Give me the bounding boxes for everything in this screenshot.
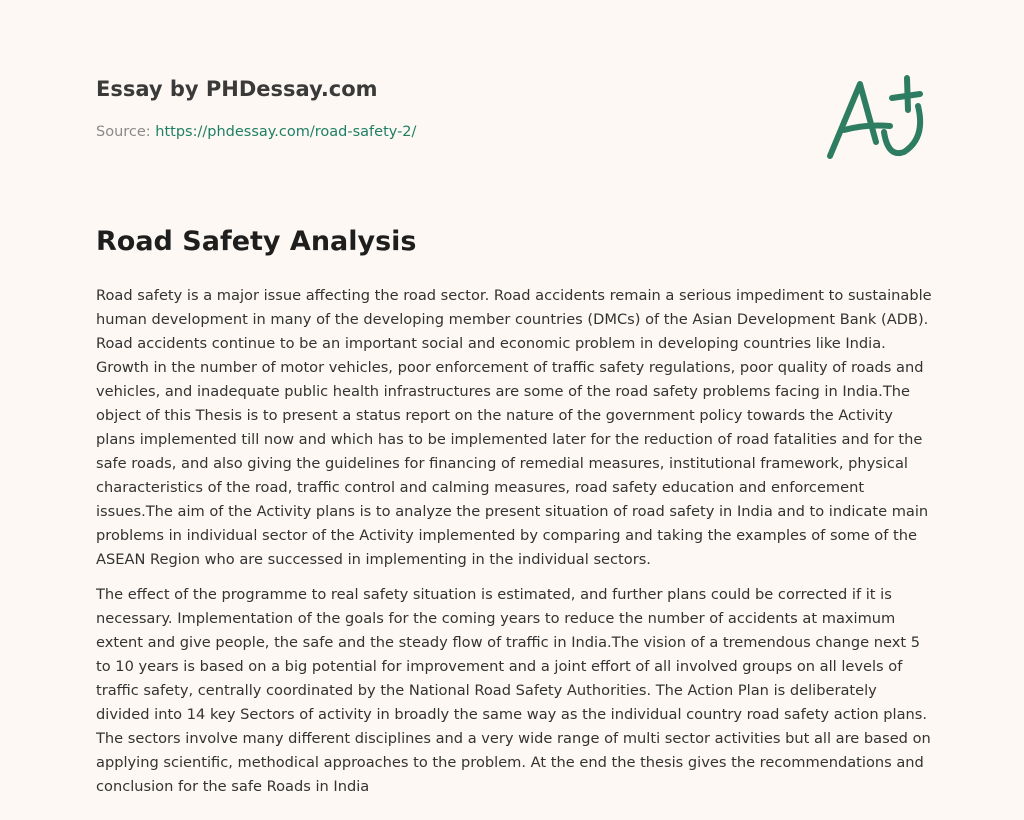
essay-title: Road Safety Analysis — [96, 226, 417, 257]
source-link[interactable]: https://phdessay.com/road-safety-2/ — [155, 124, 417, 140]
essay-paragraph: The effect of the programme to real safety situation is estimated, and further plans could be corrected if it is necessary. Implementation of the goals for the coming years to reduce the number of accidents at maximum extent and give people, the safe and the steady flow of traffic in India.The vision of a tremendous change next 5 to 10 years is based on a big potential for improvement and a joint effort of all involved groups on all levels of traffic safety, centrally coordinated by the National Road Safety Authorities. The Action Plan is deliberately divided into 14 key Sectors of activity in broadly the same way as the individual country road safety action plans. The sectors involve many different disciplines and a very wide range of multi sector activities but all are based on applying scientific, methodical approaches to the problem. At the end the thesis gives the recommendations and conclusion for the safe Roads in India — [96, 586, 931, 795]
source-label: Source: — [96, 124, 151, 140]
a-plus-logo-icon — [818, 66, 934, 166]
essay-body — [96, 284, 932, 810]
source-line — [96, 124, 416, 140]
site-title: Essay by PHDessay.com — [96, 77, 378, 101]
essay-paragraph: Road safety is a major issue affecting the road sector. Road accidents remain a serious impediment to sustainable human development in many of the developing member countries (DMCs) of the Asian Development Bank (ADB). Road accidents continue to be an important social and economic problem in developing countries like India. Growth in the number of motor vehicles, poor enforcement of traffic safety regulations, poor quality of roads and vehicles, and inadequate public health infrastructures are some of the road safety problems facing in India.The object of this Thesis is to present a status report on the nature of the government policy towards the Activity plans implemented till now and which has to be implemented later for the reduction of road fatalities and for the safe roads, and also giving the guidelines for financing of remedial measures, institutional framework, physical characteristics of the road, traffic control and calming measures, road safety education and enforcement issues.The aim of the Activity plans is to analyze the present situation of road safety in India and to indicate main problems in individual sector of the Activity implemented by comparing and taking the examples of some of the ASEAN Region who are successed in implementing in the individual sectors. — [96, 287, 932, 568]
